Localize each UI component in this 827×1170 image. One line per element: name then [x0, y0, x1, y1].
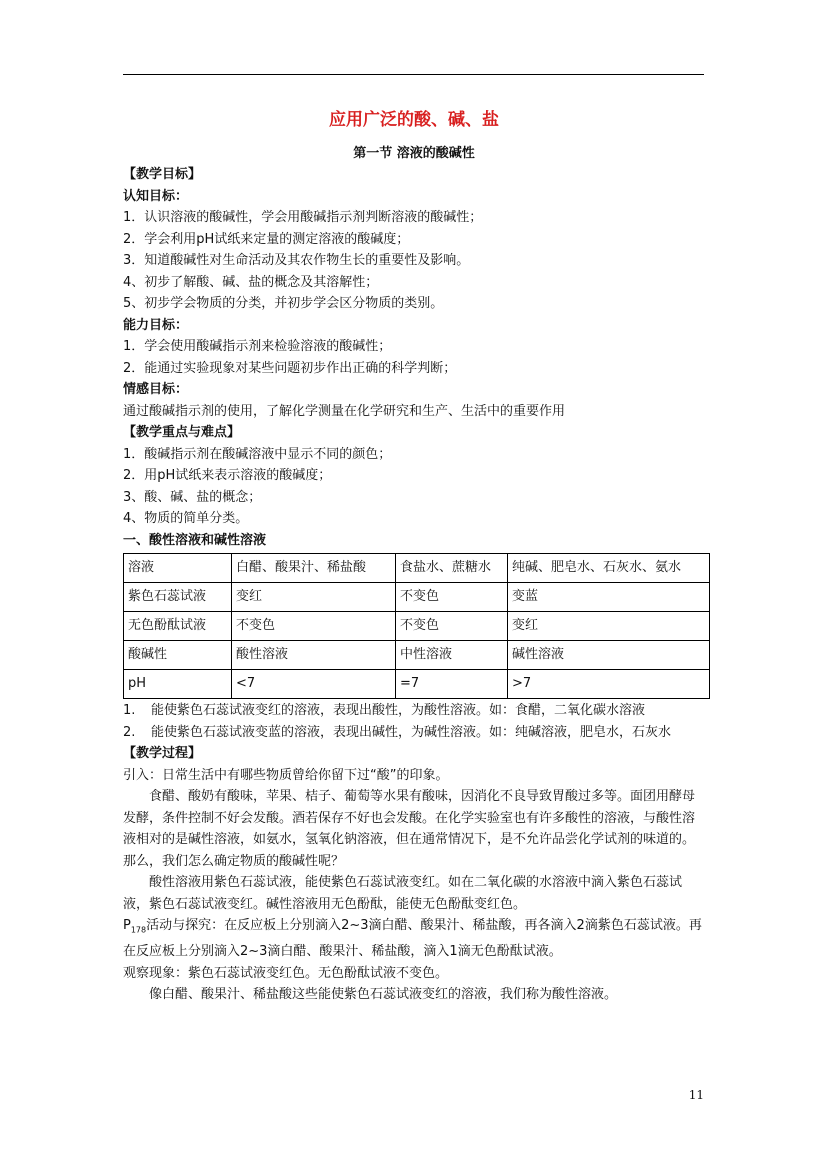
- key-item: 3、酸、碱、盐的概念；: [123, 489, 262, 505]
- notes-list: [123, 700, 705, 743]
- ability-goals-heading: 能力目标：: [123, 317, 189, 333]
- teaching-goals-heading: 【教学目标】: [123, 167, 202, 182]
- table-cell: 酸性溶液: [232, 641, 396, 670]
- page-number: 11: [688, 1088, 704, 1102]
- table-cell: 白醋、酸果汁、稀盐酸: [232, 554, 396, 583]
- table-cell: 溶液: [124, 554, 232, 583]
- table-cell: 不变色: [396, 583, 508, 612]
- cognitive-item: 2．学会利用pH试纸来定量的测定溶液的酸碱度；: [123, 231, 410, 247]
- key-item: 4、物质的简单分类。: [123, 511, 249, 526]
- ability-item: 2．能通过实验现象对某些问题初步作出正确的科学判断；: [123, 360, 457, 376]
- part1-heading: 一、酸性溶液和碱性溶液: [123, 532, 267, 548]
- section-subtitle: 第一节 溶液的酸碱性: [353, 146, 475, 161]
- table-row: [124, 583, 710, 612]
- list-item: [123, 700, 705, 722]
- list-text: 能使紫色石蕊试液变红的溶液，表现出酸性，为酸性溶液。如：食醋，二氧化碳水溶液: [151, 703, 646, 718]
- table-cell: pH: [124, 670, 232, 699]
- paragraph: 食醋、酸奶有酸味，苹果、桔子、葡萄等水果有酸味，因消化不良导致胃酸过多等。面团用酵母发酵，条件控制不好会发酸。酒若保存不好也会发酸。在化学实验室也有许多酸性的溶液，与酸性溶液相对的是碱性溶液，如氨水，氢氧化钠溶液，但在通常情况下，是不允许品尝化学试剂的味道的。那么，我们怎么确定物质的酸碱性呢？: [123, 789, 696, 869]
- table-cell: 紫色石蕊试液: [124, 583, 232, 612]
- activity-text: 活动与探究：在反应板上分别滴入2~3滴白醋、酸果汁、稀盐酸，再各滴入2滴紫色石蕊试液。再在反应板上分别滴入2~3滴白醋、酸果汁、稀盐酸，滴入1滴无色酚酞试液。: [123, 918, 702, 960]
- header-rule: [123, 74, 704, 75]
- table-cell: 变红: [508, 612, 710, 641]
- paragraph: 酸性溶液用紫色石蕊试液，能使紫色石蕊试液变红。如在二氧化碳的水溶液中滴入紫色石蕊试液，紫色石蕊试液变红。碱性溶液用无色酚酞，能使无色酚酞变红色。: [123, 875, 683, 912]
- intro-text: 引入：日常生活中有哪些物质曾给你留下过“酸”的印象。: [123, 767, 449, 783]
- table-cell: 变红: [232, 583, 396, 612]
- paragraph: 像白醋、酸果汁、稀盐酸这些能使紫色石蕊试液变红的溶液，我们称为酸性溶液。: [149, 987, 618, 1003]
- observation-text: 观察现象：紫色石蕊试液变红色。无色酚酞试液不变色。: [123, 965, 449, 981]
- cognitive-item: 4、初步了解酸、碱、盐的概念及其溶解性；: [123, 274, 379, 290]
- list-number: 2.: [123, 724, 136, 740]
- activity-prefix: P: [123, 918, 131, 933]
- document-title: 应用广泛的酸、碱、盐: [329, 110, 499, 130]
- cognitive-goals-heading: 认知目标：: [123, 188, 189, 204]
- teaching-process-heading: 【教学过程】: [123, 746, 202, 761]
- table-cell: 食盐水、蔗糖水: [396, 554, 508, 583]
- emotion-text: 通过酸碱指示剂的使用，了解化学测量在化学研究和生产、生活中的重要作用: [123, 403, 566, 419]
- table-cell: 不变色: [396, 612, 508, 641]
- table-cell: 不变色: [232, 612, 396, 641]
- cognitive-item: 5、初步学会物质的分类，并初步学会区分物质的类别。: [123, 296, 444, 311]
- emotion-goals-heading: 情感目标：: [123, 382, 189, 397]
- table-cell: <7: [232, 670, 396, 699]
- cognitive-item: 1．认识溶液的酸碱性，学会用酸碱指示剂判断溶液的酸碱性；: [123, 210, 483, 225]
- list-text: 能使紫色石蕊试液变蓝的溶液，表现出碱性，为碱性溶液。如：纯碱溶液，肥皂水，石灰水: [151, 724, 672, 740]
- table-header-row: [124, 554, 710, 583]
- activity-page-ref: 178: [130, 925, 147, 935]
- table-cell: =7: [396, 670, 508, 699]
- indicator-table: [123, 553, 710, 699]
- table-cell: 中性溶液: [396, 641, 508, 670]
- table-cell: 无色酚酞试液: [124, 612, 232, 641]
- key-item: 2．用pH试纸来表示溶液的酸碱度；: [123, 468, 332, 483]
- key-item: 1．酸碱指示剂在酸碱溶液中显示不同的颜色；: [123, 446, 392, 462]
- table-cell: 纯碱、肥皂水、石灰水、氨水: [508, 554, 710, 583]
- activity-paragraph: [123, 915, 705, 963]
- table-row: [124, 670, 710, 699]
- document-body: [123, 108, 705, 1006]
- list-item: [123, 722, 705, 744]
- cognitive-item: 3．知道酸碱性对生命活动及其农作物生长的重要性及影响。: [123, 253, 470, 268]
- table-cell: 变蓝: [508, 583, 710, 612]
- list-number: 1.: [123, 703, 136, 718]
- ability-item: 1．学会使用酸碱指示剂来检验溶液的酸碱性；: [123, 339, 392, 354]
- table-cell: 碱性溶液: [508, 641, 710, 670]
- table-row: [124, 641, 710, 670]
- table-cell: >7: [508, 670, 710, 699]
- table-row: [124, 612, 710, 641]
- key-points-heading: 【教学重点与难点】: [123, 425, 241, 440]
- table-cell: 酸碱性: [124, 641, 232, 670]
